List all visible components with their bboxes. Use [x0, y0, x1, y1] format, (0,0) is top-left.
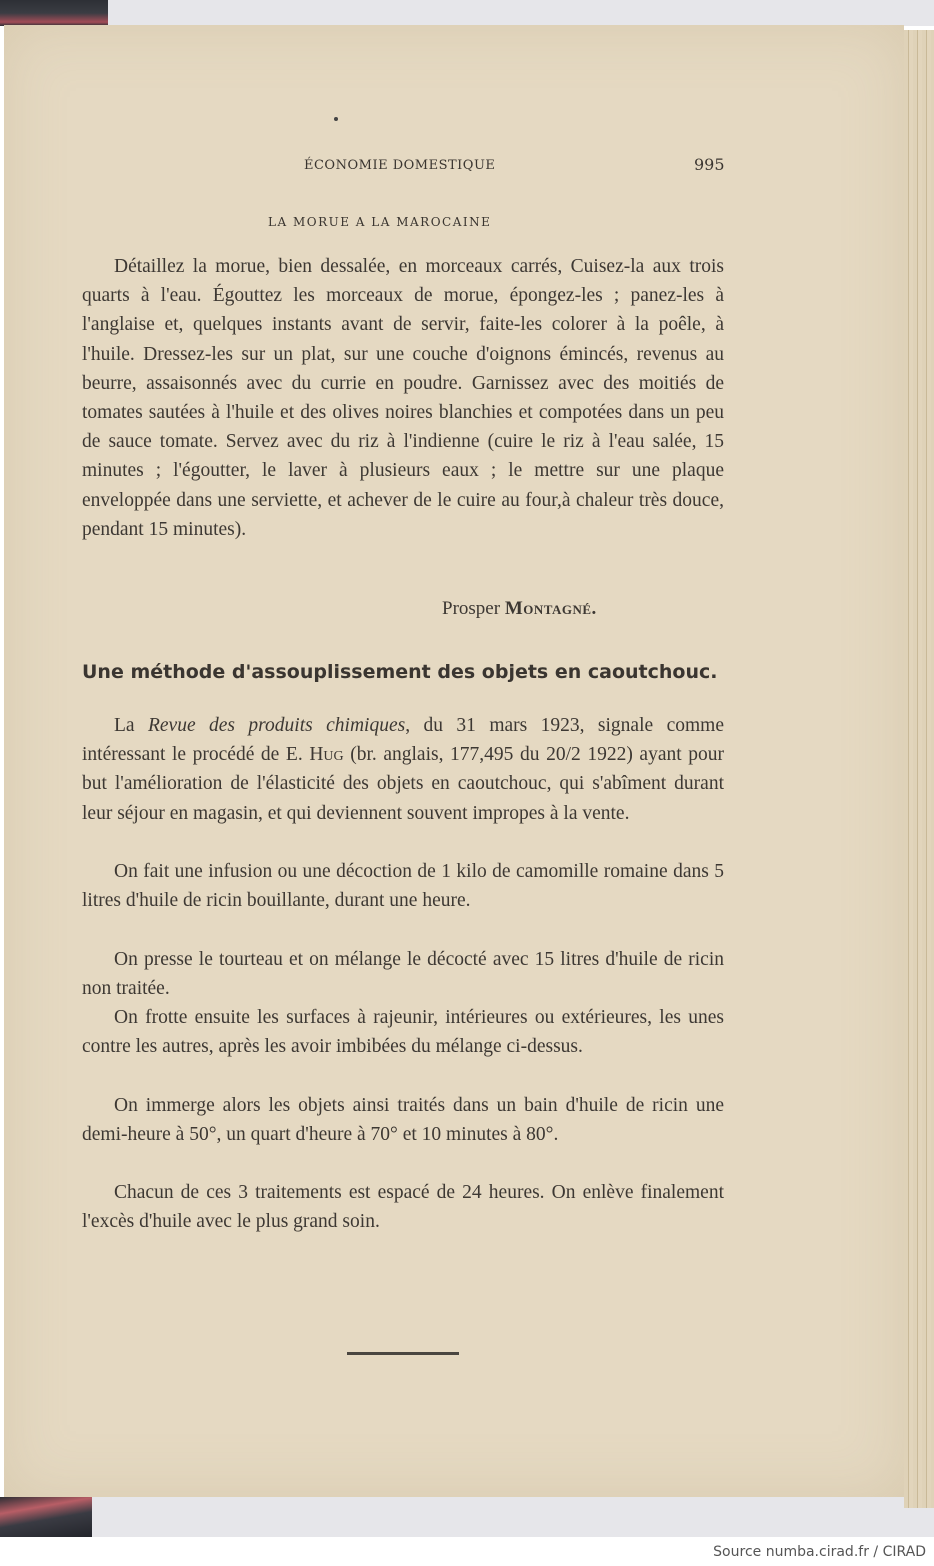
- book-page: [4, 25, 904, 1497]
- source-credit: Source numba.cirad.fr / CIRAD: [713, 1544, 926, 1560]
- article-paragraph-1: [82, 711, 724, 828]
- article-title: Une méthode d'assouplissement des objets en caoutchouc.: [82, 661, 718, 683]
- author-first-name: Prosper: [442, 598, 505, 619]
- recipe-title: LA MORUE A LA MAROCAINE: [268, 215, 492, 229]
- recipe-body: Détaillez la morue, bien dessalée, en morceaux carrés, Cuisez-la aux trois quarts à l'eau. Égouttez les morceaux de morue, épongez-les ; panez-les à l'anglaise et, quelques instants avant de servir, faite-les colorer à la poêle, à l'huile. Dressez-les sur un plat, sur une couche d'oignons émincés, revenus au beurre, assaisonnés avec du currie en poudre. Garnissez avec des moitiés de tomates sautées à l'huile et des olives noires blanchies et compotées dans un peu de sauce tomate. Servez avec du riz à l'indienne (cuire le riz à l'eau salée, 15 minutes ; l'égoutter, le laver à plusieurs eaux ; le mettre sur une plaque enveloppée dans une serviette, et achever de le cuire au four,à chaleur très douce, pendant 15 minutes).: [82, 256, 724, 540]
- scan-backdrop-top: [0, 0, 934, 26]
- p1-lead: La: [114, 715, 148, 736]
- article-paragraph-5: On immerge alors les objets ainsi traités dans un bain d'huile de ricin une demi-heure à 50°, un quart d'heure à 70° et 10 minutes à 80°.: [82, 1095, 724, 1146]
- article-paragraph-2: On fait une infusion ou une décoction de 1 kilo de camomille romaine dans 5 litres d'huile de ricin bouillante, durant une heure.: [82, 861, 724, 912]
- p1-text-a: , du 31 mars 1923, signale comme intéressant le procédé de E.: [82, 715, 724, 766]
- page-number: 995: [694, 155, 725, 174]
- scan-backdrop-bottom: [0, 1497, 934, 1537]
- running-head: ÉCONOMIE DOMESTIQUE: [304, 158, 496, 173]
- recipe-signature: [442, 598, 597, 620]
- book-cover-strap-top: [0, 0, 108, 26]
- article-paragraph-4: On frotte ensuite les surfaces à rajeunir, intérieures ou extérieures, les unes contre les autres, après les avoir imbibées du mélange ci-dessus.: [82, 1007, 724, 1058]
- p1-text-b: (br. anglais, 177,495 du 20/2 1922) ayant pour but l'amélioration de l'élasticité des objets en caoutchouc, qui s'abîment durant leur séjour en magasin, et qui deviennent souvent impropes à la vente.: [82, 744, 724, 824]
- book-page-edges: [904, 30, 934, 1508]
- book-cover-strap-bottom: [0, 1497, 92, 1537]
- article-paragraph-3: On presse le tourteau et on mélange le décocté avec 15 litres d'huile de ricin non traitée.: [82, 949, 724, 1000]
- article-paragraph-6: Chacun de ces 3 traitements est espacé de 24 heures. On enlève finalement l'excès d'huile avec le plus grand soin.: [82, 1182, 724, 1233]
- print-speck: [334, 117, 338, 121]
- inventor-name: Hug: [309, 744, 344, 766]
- journal-title: Revue des produits chimiques: [147, 715, 406, 736]
- section-end-rule: [347, 1352, 459, 1355]
- author-last-name: Montagné.: [504, 598, 597, 619]
